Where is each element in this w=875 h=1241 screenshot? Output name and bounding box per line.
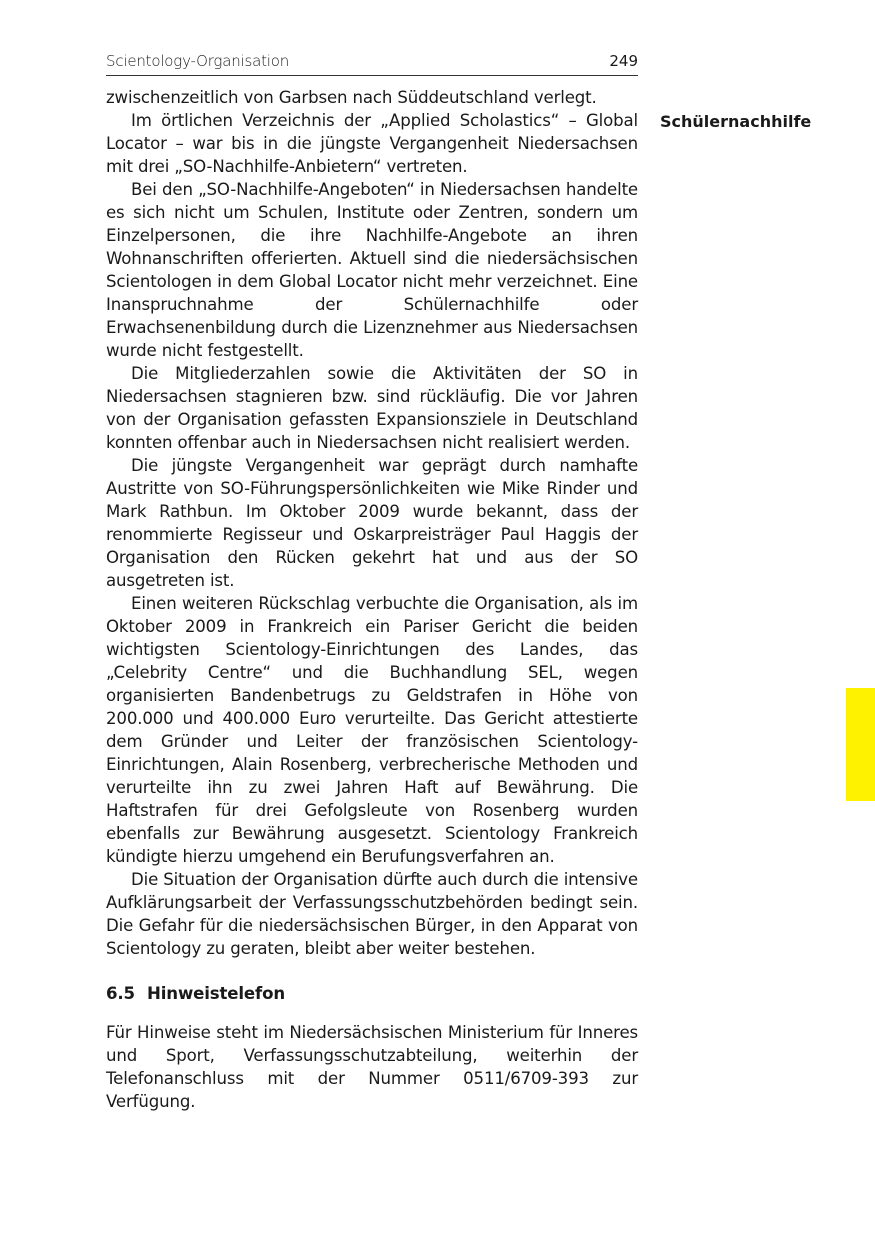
paragraph-5: Die jüngste Vergangenheit war geprägt durch namhafte Austritte von SO-Führungspersönlichkeiten wie Mike Rinder und Mark Rathbun. Im Oktober 2009 wurde bekannt, dass der renommierte Regisseur und Oskarpreisträger Paul Haggis der Organisation den Rücken gekehrt hat und aus der SO ausgetreten ist.: [106, 456, 638, 590]
paragraph-6: Einen weiteren Rückschlag verbuchte die Organisation, als im Oktober 2009 in Frankreich ein Pariser Gericht die beiden wichtigsten Scientology-Einrichtungen des Landes, das „Celebrity Centre“ und die Buchhandlung SEL, wegen organisierten Bandenbetrugs zu Geldstrafen in Höhe von 200.000 und 400.000 Euro verurteilte. Das Gericht attestierte dem Gründer und Leiter der französischen Scientology-Einrichtungen, Alain Rosenberg, verbrecherische Methoden und verurteilte ihn zu zwei Jahren Haft auf Bewährung. Die Haftstrafen für drei Gefolgsleute von Rosenberg wurden ebenfalls zur Bewährung ausgesetzt. Scientology Frankreich kündigte hierzu umgehend ein Berufungsverfahren an.: [106, 594, 638, 866]
section-paragraph: Für Hinweise steht im Niedersächsischen Ministerium für Inneres und Sport, Verfassungsschutzabteilung, weiterhin der Telefonanschluss mit der Nummer 0511/6709-393 zur Verfügung.: [106, 1023, 638, 1111]
thumb-index-tab: [846, 688, 875, 801]
page-number: 249: [609, 52, 638, 70]
section-heading: [106, 982, 638, 1005]
running-header-section-title: Scientology-Organisation: [106, 52, 290, 70]
body-text: [106, 86, 638, 1113]
margin-note: Schülernachhilfe: [660, 112, 812, 131]
running-header: [106, 51, 638, 76]
paragraph-7: Die Situation der Organisation dürfte auch durch die intensive Aufklärungsarbeit der Verfassungsschutzbehörden bedingt sein. Die Gefahr für die niedersächsischen Bürger, in den Apparat von Scientology zu geraten, bleibt aber weiter bestehen.: [106, 870, 638, 958]
paragraph-1: zwischenzeitlich von Garbsen nach Süddeutschland verlegt.: [106, 88, 597, 107]
paragraph-3: Bei den „SO-Nachhilfe-Angeboten“ in Niedersachsen handelte es sich nicht um Schulen, Institute oder Zentren, sondern um Einzelpersonen, die ihre Nachhilfe-Angebote an ihren Wohnanschriften offerierten. Aktuell sind die niedersächsischen Scientologen in dem Global Locator nicht mehr verzeichnet. Eine Inanspruchnahme der Schülernachhilfe oder Erwachsenenbildung durch die Lizenznehmer aus Niedersachsen wurde nicht festgestellt.: [106, 180, 638, 360]
paragraph-4: Die Mitgliederzahlen sowie die Aktivitäten der SO in Niedersachsen stagnieren bzw. sind rückläufig. Die vor Jahren von der Organisation gefassten Expansionsziele in Deutschland konnten offenbar auch in Niedersachsen nicht realisiert werden.: [106, 364, 638, 452]
section-title: Hinweistelefon: [147, 984, 285, 1003]
paragraph-2: Im örtlichen Verzeichnis der „Applied Scholastics“ – Global Locator – war bis in die jüngste Vergangenheit Niedersachsen mit drei „SO-Nachhilfe-Anbietern“ vertreten.: [106, 111, 638, 176]
section-number: 6.5: [106, 984, 135, 1003]
